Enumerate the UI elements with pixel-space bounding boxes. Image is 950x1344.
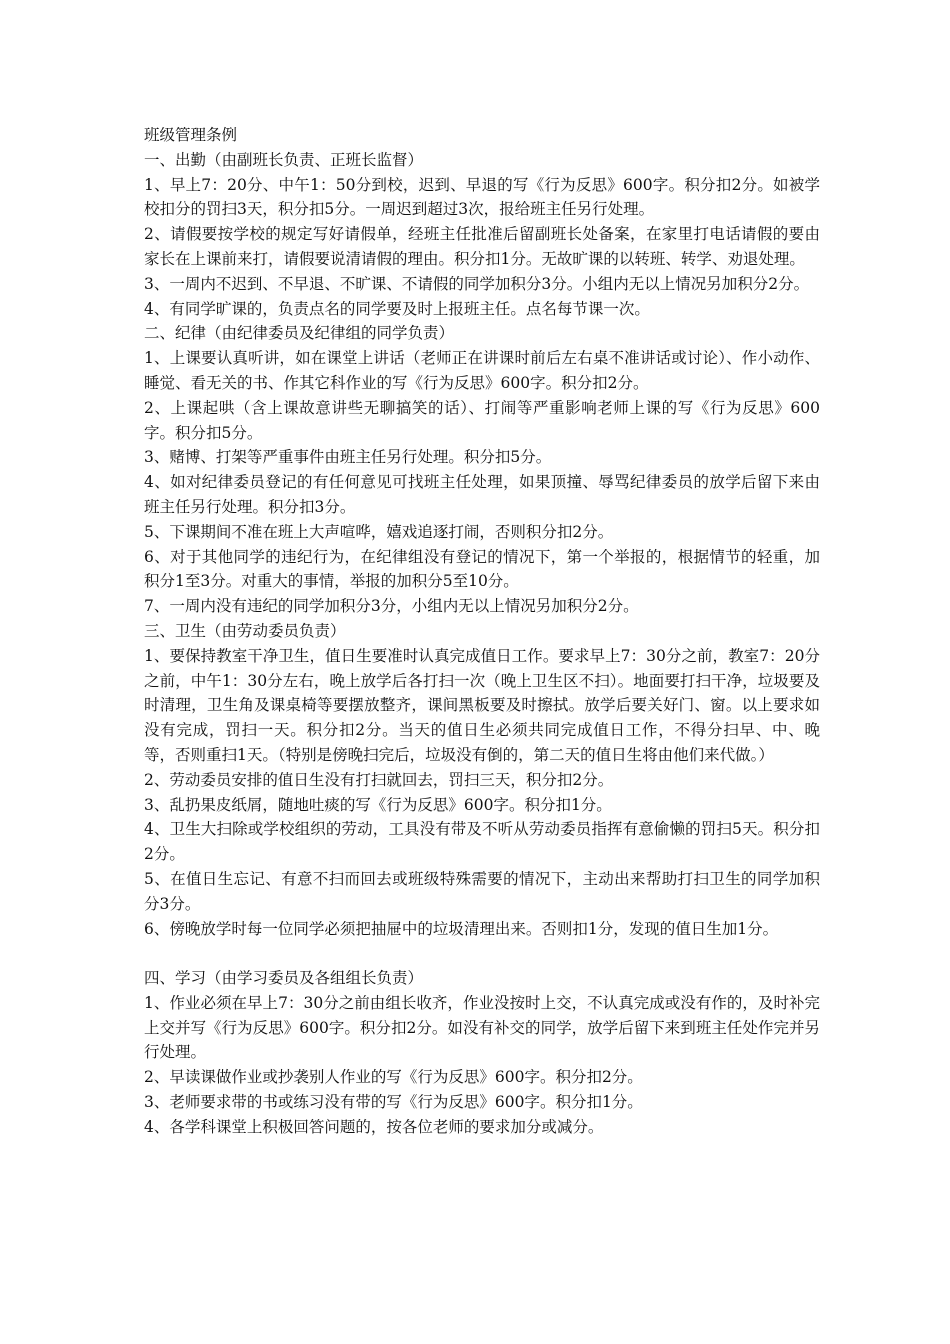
- hygiene-rule-1: 1、要保持教室干净卫生，值日生要准时认真完成值日工作。要求早上7：30分之前，教室7：20分之前，中午1：30分左右，晚上放学后各打扫一次（晚上卫生区不扫）。地面要打扫干净，垃圾要及时清理，卫生角及课桌椅等要摆放整齐，课间黑板要及时擦拭。放学后要关好门、窗。以上要求如没有完成，罚扫一天。积分扣2分。当天的值日生必须共同完成值日工作，不得分扫早、中、晚等，否则重扫1天。（特别是傍晚扫完后，垃圾没有倒的，第二天的值日生将由他们来代做。）: [144, 646, 820, 764]
- study-rule-3: 3、老师要求带的书或练习没有带的写《行为反思》600字。积分扣1分。: [144, 1093, 643, 1112]
- discipline-rule-6: 6、对于其他同学的违纪行为，在纪律组没有登记的情况下，第一个举报的，根据情节的轻重，加积分1至3分。对重大的事情，举报的加积分5至10分。: [144, 547, 820, 591]
- study-rule-4: 4、各学科课堂上积极回答问题的，按各位老师的要求加分或减分。: [144, 1117, 604, 1136]
- discipline-rule-2: 2、上课起哄（含上课故意讲些无聊搞笑的话）、打闹等严重影响老师上课的写《行为反思》600字。积分扣5分。: [144, 398, 820, 442]
- attendance-rule-4: 4、有同学旷课的，负责点名的同学要及时上报班主任。点名每节课一次。: [144, 299, 650, 318]
- document-title: 班级管理条例: [144, 126, 238, 144]
- discipline-rule-7: 7、一周内没有违纪的同学加积分3分，小组内无以上情况另加积分2分。: [144, 597, 639, 616]
- hygiene-rule-2: 2、劳动委员安排的值日生没有打扫就回去，罚扫三天，积分扣2分。: [144, 770, 614, 789]
- section-heading-attendance: 一、出勤（由副班长负责、正班长监督）: [144, 150, 424, 169]
- document-body: [144, 123, 820, 1140]
- attendance-rule-2: 2、请假要按学校的规定写好请假单，经班主任批准后留副班长处备案，在家里打电话请假的要由家长在上课前来打，请假要说清请假的理由。积分扣1分。无故旷课的以转班、转学、劝退处理。: [144, 225, 820, 268]
- hygiene-rule-6: 6、傍晚放学时每一位同学必须把抽屉中的垃圾清理出来。否则扣1分，发现的值日生加1分。: [144, 919, 779, 938]
- discipline-rule-3: 3、赌博、打架等严重事件由班主任另行处理。积分扣5分。: [144, 448, 552, 467]
- discipline-rule-1: 1、上课要认真听讲，如在课堂上讲话（老师正在讲课时前后左右桌不准讲话或讨论）、作小动作、睡觉、看无关的书、作其它科作业的写《行为反思》600字。积分扣2分。: [144, 349, 820, 392]
- hygiene-rule-5: 5、在值日生忘记、有意不扫而回去或班级特殊需要的情况下，主动出来帮助打扫卫生的同学加积分3分。: [144, 869, 820, 913]
- section-heading-study: 四、学习（由学习委员及各组组长负责）: [144, 969, 424, 988]
- section-heading-discipline: 二、纪律（由纪律委员及纪律组的同学负责）: [144, 324, 455, 343]
- attendance-rule-1: 1、早上7：20分、中午1：50分到校，迟到、早退的写《行为反思》600字。积分扣2分。如被学校扣分的罚扫3天，积分扣5分。一周迟到超过3次，报给班主任另行处理。: [144, 175, 820, 219]
- study-rule-1: 1、作业必须在早上7：30分之前由组长收齐，作业没按时上交，不认真完成或没有作的，及时补完上交并写《行为反思》600字。积分扣2分。如没有补交的同学，放学后留下来到班主任处作完并另行处理。: [144, 993, 820, 1062]
- hygiene-rule-4: 4、卫生大扫除或学校组织的劳动，工具没有带及不听从劳动委员指挥有意偷懒的罚扫5天。积分扣2分。: [144, 820, 820, 864]
- section-heading-hygiene: 三、卫生（由劳动委员负责）: [144, 621, 346, 640]
- study-rule-2: 2、早读课做作业或抄袭别人作业的写《行为反思》600字。积分扣2分。: [144, 1068, 643, 1087]
- hygiene-rule-3: 3、乱扔果皮纸屑，随地吐痰的写《行为反思》600字。积分扣1分。: [144, 795, 612, 814]
- attendance-rule-3: 3、一周内不迟到、不早退、不旷课、不请假的同学加积分3分。小组内无以上情况另加积分2分。: [144, 274, 810, 293]
- blank-line: [144, 941, 820, 966]
- discipline-rule-4: 4、如对纪律委员登记的有任何意见可找班主任处理，如果顶撞、辱骂纪律委员的放学后留下来由班主任另行处理。积分扣3分。: [144, 473, 820, 516]
- discipline-rule-5: 5、下课期间不准在班上大声喧哗，嬉戏追逐打闹，否则积分扣2分。: [144, 522, 614, 541]
